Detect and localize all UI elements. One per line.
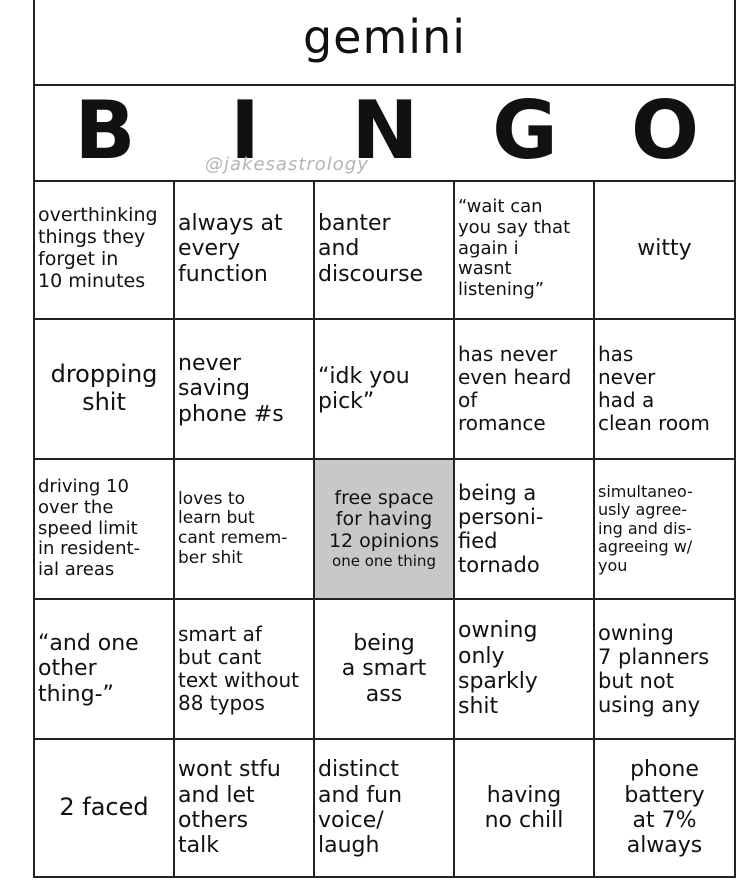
cell-text: overthinking things they forget in 10 minutes (38, 204, 158, 292)
letter-n: N (351, 84, 419, 177)
letter-o: O (630, 84, 699, 177)
bingo-cell (175, 600, 315, 740)
cell-text: dropping shit (50, 360, 158, 416)
bingo-cell (175, 180, 315, 320)
bingo-board (33, 0, 736, 878)
cell-text: having no chill (484, 782, 564, 833)
bingo-cell (175, 740, 315, 878)
cell-text: “wait can you say that again i wasnt listening” (458, 196, 571, 301)
cell-text: being a smart ass (341, 631, 427, 707)
watermark: @jakesastrology (205, 154, 369, 175)
bingo-grid (35, 180, 734, 878)
title-row (35, 0, 734, 86)
cell-text: wont stfu and let others talk (178, 757, 281, 859)
cell-text: 2 faced (59, 793, 149, 822)
cell-text: never saving phone #s (178, 351, 284, 427)
bingo-cell (315, 180, 455, 320)
bingo-cell (315, 320, 455, 460)
cell-text: owning 7 planners but not using any (598, 620, 710, 718)
bingo-cell (175, 460, 315, 600)
cell-text: has never had a clean room (598, 342, 710, 435)
free-space-text: free space for having 12 opinions (328, 486, 440, 553)
cell-text: owning only sparkly shit (458, 618, 538, 720)
cell-text: simultaneo- usly agree- ing and dis- agreeing w/ you (598, 482, 693, 575)
bingo-cell (315, 600, 455, 740)
bingo-cell (455, 460, 595, 600)
bingo-cell (35, 320, 175, 460)
letter-i: I (230, 84, 260, 177)
bingo-cell (595, 600, 734, 740)
cell-text: always at every function (178, 211, 283, 287)
cell-text: driving 10 over the speed limit in resident- ial areas (38, 476, 141, 581)
bingo-letters-row (35, 84, 734, 182)
bingo-title: gemini (302, 10, 467, 64)
letter-b: B (74, 84, 136, 177)
cell-text: witty (637, 236, 692, 262)
bingo-cell (35, 180, 175, 320)
bingo-cell (315, 740, 455, 878)
cell-text: “idk you pick” (318, 363, 410, 414)
cell-text: has never even heard of romance (458, 342, 572, 435)
bingo-cell (595, 180, 734, 320)
bingo-cell (595, 460, 734, 600)
bingo-cell (455, 740, 595, 878)
bingo-cell (455, 600, 595, 740)
bingo-cell (455, 320, 595, 460)
bingo-cell (35, 460, 175, 600)
cell-text: being a personi- fied tornado (458, 480, 544, 578)
cell-text: “and one other thing-” (38, 631, 139, 707)
bingo-cell (35, 740, 175, 878)
bingo-cell (595, 320, 734, 460)
cell-text: distinct and fun voice/ laugh (318, 757, 403, 859)
cell-text: loves to learn but cant remem- ber shit (178, 488, 288, 568)
cell-text: banter and discourse (318, 211, 424, 287)
bingo-cell (35, 600, 175, 740)
letter-g: G (492, 84, 558, 177)
free-space-cell (315, 460, 455, 600)
free-space-subtext: one one thing (332, 552, 436, 571)
bingo-cell (455, 180, 595, 320)
cell-text: smart af but cant text without 88 typos (178, 622, 300, 715)
bingo-cell (595, 740, 734, 878)
bingo-cell (175, 320, 315, 460)
cell-text: phone battery at 7% always (624, 757, 705, 859)
